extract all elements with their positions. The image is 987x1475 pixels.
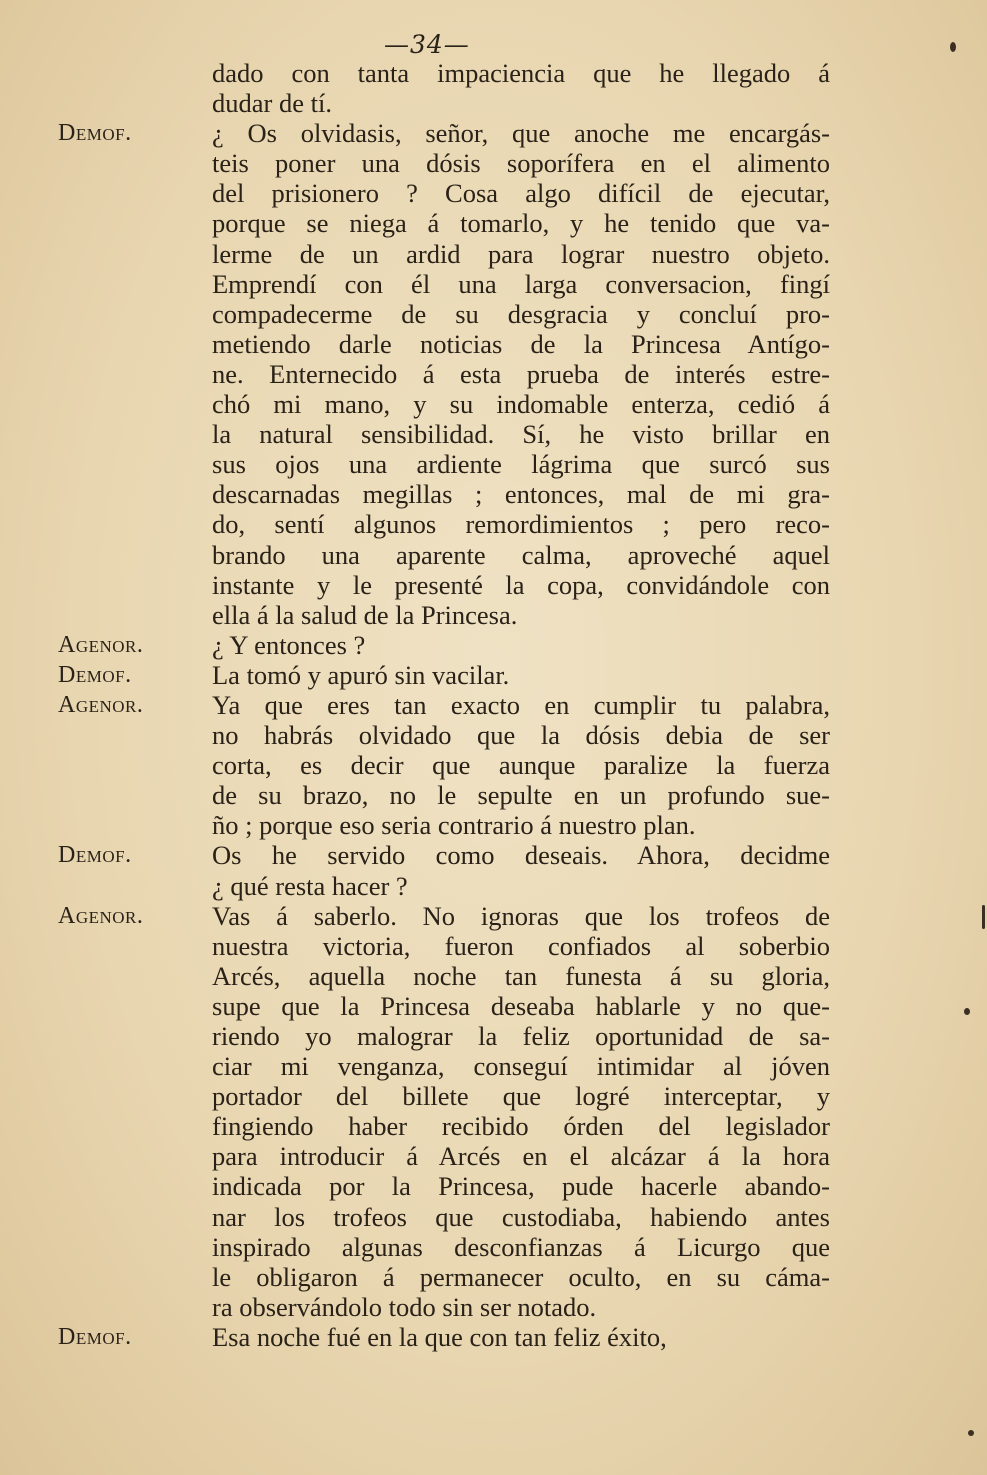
- text-line: dado con tanta impaciencia que he llegado á: [212, 58, 830, 88]
- text-line: la natural sensibilidad. Sí, he visto brillar en: [212, 419, 830, 450]
- text-line: ¿ qué resta hacer ?: [212, 870, 408, 901]
- text-line: ño ; porque eso seria contrario á nuestro plan.: [212, 810, 696, 841]
- text-line: sus ojos una ardiente lágrima que surcó sus: [212, 449, 830, 480]
- text-line: chó mi mano, y su indomable enterza, cedió á: [212, 389, 830, 420]
- speaker-name: Agenor.: [58, 631, 144, 658]
- text-line: teis poner una dósis soporífera en el alimento: [212, 148, 830, 179]
- text-line: riendo yo malograr la feliz oportunidad de sa-: [212, 1021, 830, 1051]
- text-line: nar los trofeos que custodiaba, habiendo antes: [212, 1201, 830, 1232]
- text-line: supe que la Princesa deseaba hablarle y no que-: [212, 990, 830, 1021]
- text-line: nuestra victoria, fueron confiados al soberbio: [212, 930, 830, 961]
- ink-mark: [982, 905, 985, 929]
- text-line: ¿ Y entonces ?: [212, 629, 366, 660]
- text-line: Ya que eres tan exacto en cumplir tu palabra,: [212, 689, 830, 720]
- text-line: porque se niega á tomarlo, y he tenido que va-: [212, 208, 830, 239]
- text-line: lerme de un ardid para lograr nuestro objeto.: [212, 238, 830, 269]
- speaker-name: Demof.: [58, 661, 132, 688]
- text-line: instante y le presenté la copa, convidándole con: [212, 569, 830, 600]
- text-line: para introducir á Arcés en el alcázar á la hora: [212, 1141, 830, 1172]
- speaker-name: Agenor.: [58, 902, 144, 929]
- dialogue-entry: [58, 58, 858, 118]
- text-line: inspirado algunas desconfianzas á Licurgo que: [212, 1231, 830, 1262]
- dialogue-entry: [58, 901, 858, 1322]
- speaker-name: Demof.: [58, 842, 132, 869]
- text-line: le obligaron á permanecer oculto, en su cáma-: [212, 1261, 830, 1292]
- speech: [212, 901, 830, 1322]
- page-number: —34—: [384, 30, 470, 59]
- dialogue-entry: [58, 1322, 858, 1352]
- text-line: Arcés, aquella noche tan funesta á su gloria,: [212, 960, 830, 991]
- speaker-name: Demof.: [58, 120, 132, 147]
- text-line: ciar mi venganza, conseguí intimidar al jóven: [212, 1051, 830, 1082]
- ink-speck: [968, 1430, 974, 1436]
- text-line: metiendo darle noticias de la Princesa Antígo-: [212, 328, 830, 359]
- text-line: ra observándolo todo sin ser notado.: [212, 1291, 597, 1322]
- text-line: do, sentí algunos remordimientos ; pero reco-: [212, 509, 830, 540]
- speech: [212, 118, 830, 630]
- text-line: compadecerme de su desgracia y concluí pro-: [212, 298, 830, 329]
- text-line: no habrás olvidado que la dósis debia de ser: [212, 720, 830, 751]
- text-line: La tomó y apuró sin vacilar.: [212, 659, 510, 690]
- text-line: indicada por la Princesa, pude hacerle abando-: [212, 1171, 830, 1202]
- text-line: Vas á saberlo. No ignoras que los trofeos de: [212, 900, 830, 931]
- speech: [212, 690, 830, 840]
- text-line: ¿ Os olvidasis, señor, que anoche me encargás-: [212, 118, 830, 149]
- speaker-name: Agenor.: [58, 691, 144, 718]
- speaker-name: Demof.: [58, 1323, 132, 1350]
- text-line: portador del billete que logré interceptar, y: [212, 1081, 830, 1112]
- text-line: ne. Enternecido á esta prueba de interés estre-: [212, 358, 830, 389]
- text-line: de su brazo, no le sepulte en un profundo sue-: [212, 780, 830, 811]
- dialogue-text: [58, 58, 858, 1352]
- text-line: ella á la salud de la Princesa.: [212, 599, 518, 630]
- text-line: del prisionero ? Cosa algo difícil de ejecutar,: [212, 178, 830, 209]
- ink-speck: [964, 1008, 970, 1015]
- text-line: corta, es decir que aunque paralize la fuerza: [212, 750, 830, 781]
- text-line: fingiendo haber recibido órden del legislador: [212, 1111, 830, 1142]
- dialogue-entry: [58, 118, 858, 630]
- speech: [212, 58, 830, 118]
- text-line: Emprendí con él una larga conversacion, fingí: [212, 268, 830, 299]
- ink-speck: [950, 42, 956, 52]
- speech: [212, 840, 830, 900]
- dialogue-entry: [58, 630, 858, 660]
- text-line: brando una aparente calma, aproveché aquel: [212, 539, 830, 570]
- text-line: dudar de tí.: [212, 88, 332, 119]
- speaker-name: [58, 58, 212, 118]
- text-line: Esa noche fué en la que con tan feliz éxito,: [212, 1321, 667, 1352]
- text-line: descarnadas megillas ; entonces, mal de mi gra-: [212, 479, 830, 510]
- speech: [212, 660, 830, 690]
- text-line: Os he servido como deseais. Ahora, decidme: [212, 840, 830, 871]
- speech: [212, 630, 830, 660]
- dialogue-entry: [58, 660, 858, 690]
- dialogue-entry: [58, 840, 858, 900]
- speech: [212, 1322, 830, 1352]
- dialogue-entry: [58, 690, 858, 840]
